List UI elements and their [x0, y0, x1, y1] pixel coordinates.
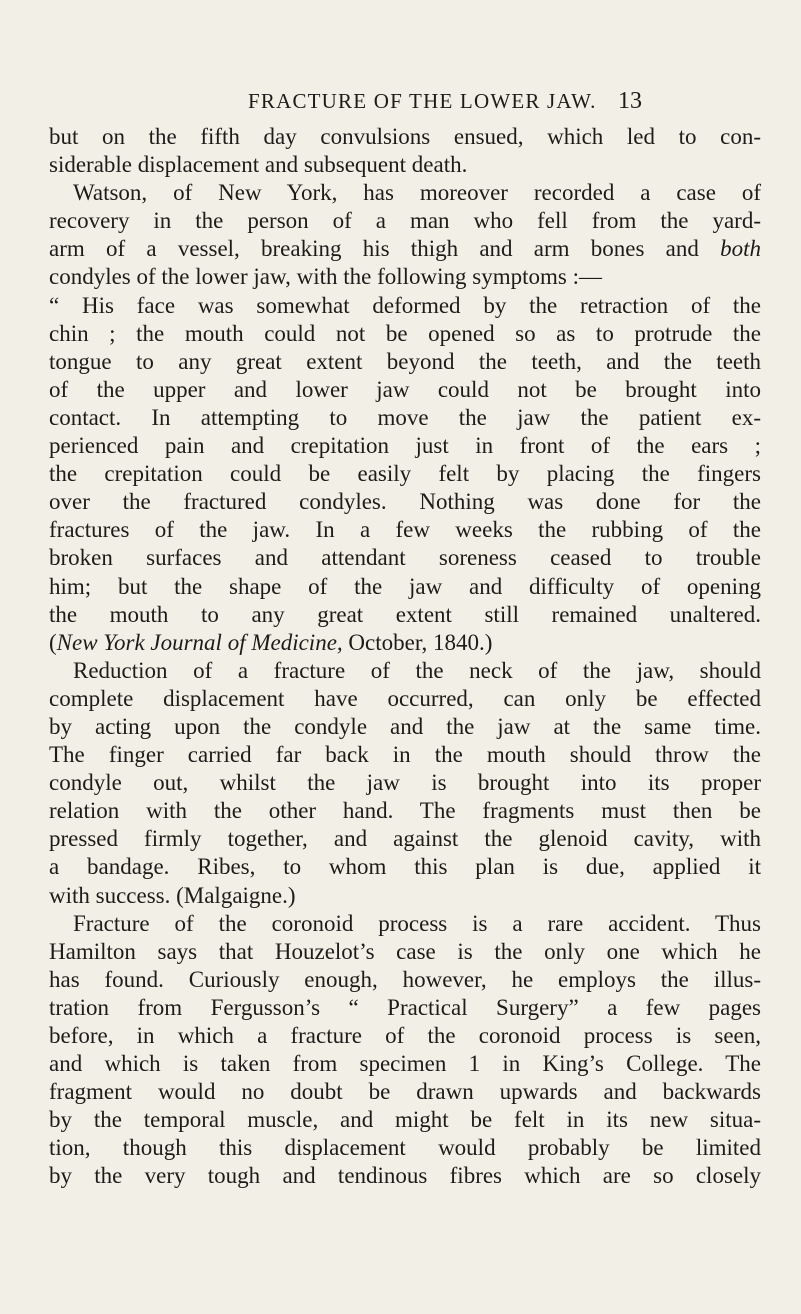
text-segment: with success. (Malgaigne.) [49, 882, 296, 908]
text-segment: contact. In attempting to move the jaw the patient ex- [49, 404, 761, 430]
text-line [49, 853, 761, 881]
text-segment: Watson, of New York, has moreover recorded a case of [73, 180, 761, 206]
text-line [49, 404, 761, 432]
text-segment: The finger carried far back in the mouth should throw the [49, 742, 761, 768]
text-line [49, 179, 761, 207]
text-line [49, 713, 761, 741]
text-segment: pressed firmly together, and against the glenoid cavity, with [49, 826, 761, 852]
text-line [49, 1106, 761, 1134]
text-segment: tration from Fergusson’s “ Practical Surgery” a few pages [49, 994, 761, 1020]
text-line [49, 348, 761, 376]
text-segment: October, 1840.) [342, 629, 493, 655]
text-segment: perienced pain and crepitation just in front of the ears ; [49, 433, 761, 459]
text-segment: by the very tough and tendinous fibres which are so closely [49, 1163, 761, 1189]
text-line [49, 825, 761, 853]
text-segment: the mouth to any great extent still remained unaltered. [49, 601, 761, 627]
running-head-title: FRACTURE OF THE LOWER JAW. [248, 89, 597, 113]
text-line [49, 235, 761, 263]
page-number: 13 [618, 88, 642, 114]
text-line [49, 516, 761, 544]
text-line [49, 882, 761, 910]
text-line [49, 1050, 761, 1078]
text-segment: of the upper and lower jaw could not be brought into [49, 376, 761, 402]
text-segment: arm of a vessel, breaking his thigh and arm bones and [49, 236, 721, 262]
text-line [49, 1022, 761, 1050]
text-segment: but on the fifth day convulsions ensued, which led to con- [49, 124, 761, 149]
text-line [49, 629, 761, 657]
text-line [49, 769, 761, 797]
text-line [49, 994, 761, 1022]
text-segment: condyles of the lower jaw, with the following symptoms :— [49, 264, 602, 290]
text-segment: by acting upon the condyle and the jaw at the same time. [49, 713, 761, 739]
text-segment: recovery in the person of a man who fell from the yard- [49, 208, 761, 234]
text-segment: a bandage. Ribes, to whom this plan is due, applied it [49, 854, 761, 880]
text-line [49, 1162, 761, 1190]
text-line [49, 263, 761, 291]
text-line [49, 320, 761, 348]
text-segment: has found. Curiously enough, however, he employs the illus- [49, 966, 761, 992]
text-line [49, 910, 761, 938]
text-line [49, 797, 761, 825]
text-line [49, 432, 761, 460]
text-segment: complete displacement have occurred, can only be effected [49, 685, 761, 711]
text-line [49, 376, 761, 404]
text-line [49, 544, 761, 572]
text-line [49, 601, 761, 629]
text-segment: Fracture of the coronoid process is a rare accident. Thus [73, 910, 761, 936]
text-line [49, 151, 761, 179]
text-segment: Reduction of a fracture of the neck of the jaw, should [73, 657, 761, 683]
text-line [49, 966, 761, 994]
text-line [49, 1078, 761, 1106]
text-segment: by the temporal muscle, and might be felt in its new situa- [49, 1107, 761, 1133]
text-segment: tion, though this displacement would probably be limited [49, 1135, 761, 1161]
text-line [49, 657, 761, 685]
text-segment: him; but the shape of the jaw and difficulty of opening [49, 573, 761, 599]
text-segment: fragment would no doubt be drawn upwards and backwards [49, 1079, 761, 1105]
text-line [49, 123, 761, 151]
text-segment: siderable displacement and subsequent death. [49, 152, 468, 178]
text-segment: the crepitation could be easily felt by placing the fingers [49, 461, 761, 487]
text-line [49, 292, 761, 320]
text-segment: before, in which a fracture of the coronoid process is seen, [49, 1023, 761, 1048]
text-segment: over the fractured condyles. Nothing was done for the [49, 489, 761, 515]
text-segment: condyle out, whilst the jaw is brought into its proper [49, 770, 761, 796]
text-segment: tongue to any great extent beyond the teeth, and the teeth [49, 348, 761, 374]
text-segment: “ His face was somewhat deformed by the retraction of the [49, 292, 761, 318]
text-line [49, 573, 761, 601]
text-line [49, 1134, 761, 1162]
text-line [49, 741, 761, 769]
italic-text: both [720, 236, 761, 262]
text-segment: and which is taken from specimen 1 in King’s College. The [49, 1051, 761, 1077]
running-head [248, 86, 801, 116]
text-segment: broken surfaces and attendant soreness ceased to trouble [49, 545, 761, 571]
text-segment: Hamilton says that Houzelot’s case is the only one which he [49, 938, 761, 964]
text-line [49, 460, 761, 488]
text-line [49, 488, 761, 516]
italic-text: New York Journal of Medicine, [56, 629, 343, 655]
text-segment: chin ; the mouth could not be opened so as to protrude the [49, 320, 761, 346]
body-text [49, 123, 761, 1191]
text-segment: fractures of the jaw. In a few weeks the rubbing of the [49, 517, 761, 543]
text-segment: relation with the other hand. The fragments must then be [49, 798, 761, 824]
text-line [49, 685, 761, 713]
text-line [49, 938, 761, 966]
text-segment: ( [49, 629, 57, 655]
text-line [49, 207, 761, 235]
